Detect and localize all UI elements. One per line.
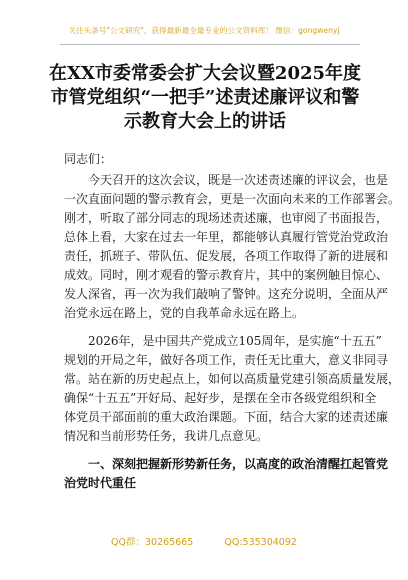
paragraph-line: 责任，抓班子、带队伍、促发展，各项工作取得了新的进展和 — [64, 249, 389, 263]
title-line: 在XX市委常委会扩大会议暨2025年度 — [48, 63, 362, 84]
salutation: 同志们： — [64, 152, 113, 166]
paragraph-line: 发人深省，再一次为我们敲响了警钟。这充分说明，全面从严 — [64, 287, 389, 301]
footer-qq-group: QQ群：30265665 — [111, 537, 194, 548]
paragraph-line: 情况和当前形势任务，我讲几点意见。 — [64, 429, 269, 443]
footer-contact — [0, 534, 408, 548]
footer-qq-number: QQ:535304092 — [224, 537, 297, 548]
section-heading: 治党时代重任 — [64, 476, 137, 490]
paragraph-line: 2026年，是中国共产党成立105周年，是实施“十五五” — [88, 334, 382, 348]
document-title — [30, 62, 380, 134]
paragraph-line: 规划的开局之年，做好各项工作，责任无比重大，意义非同寻 — [64, 353, 389, 367]
section-heading: 一、深刻把握新形势新任务，以高度的政治清醒扛起管党 — [88, 457, 389, 471]
paragraph-line: 确保“十五五”开好局、起好步，是摆在全市各级党组织和全 — [64, 391, 377, 405]
paragraph-line: 一次直面问题的警示教育会，更是一次面向未来的工作部署会。 — [64, 192, 401, 206]
title-line: 市管党组织“一把手”述责述廉评议和警 — [50, 87, 360, 108]
header-banner: 关注头条号"公文研究"，获得最新最全最专业的公文资料库！ 微信：gongwenyj — [68, 26, 340, 35]
paragraph-line: 治党永远在路上，党的自我革命永远在路上。 — [64, 306, 305, 320]
paragraph-line: 总体上看，大家在过去一年里，都能够认真履行管党治党政治 — [64, 230, 389, 244]
paragraph-line: 今天召开的这次会议，既是一次述责述廉的评议会，也是 — [88, 173, 389, 187]
paragraph-line: 常。站在新的历史起点上，如何以高质量党建引领高质量发展， — [64, 372, 401, 386]
header-divider — [60, 44, 360, 45]
paragraph-line: 成效。同时，刚才观看的警示教育片，其中的案例触目惊心、 — [64, 268, 389, 282]
title-line: 示教育大会上的讲话 — [124, 111, 286, 132]
paragraph-line: 刚才，听取了部分同志的现场述责述廉，也审阅了书面报告， — [64, 211, 389, 225]
paragraph-line: 体党员干部面前的重大政治课题。下面，结合大家的述责述廉 — [64, 410, 389, 424]
